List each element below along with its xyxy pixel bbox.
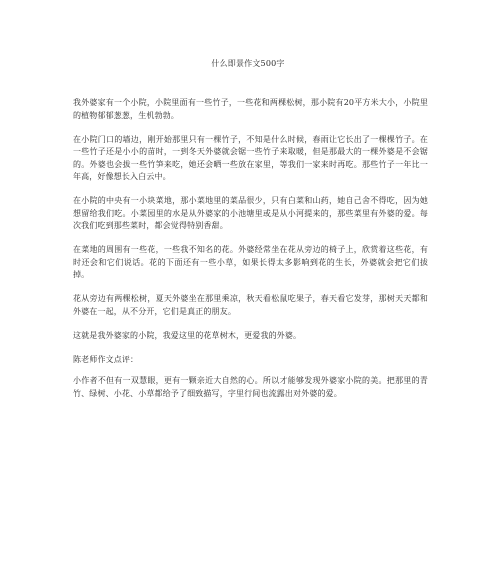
document-title: 什么即景作文500字 <box>211 59 285 68</box>
paragraph-bamboo: 在小院门口的墙边，刚开始那里只有一棵竹子，不知是什么时候，春雨让它长出了一棵棵竹子。在一些竹子还是小小的苗时，一到冬天外婆就会锯一些竹子来取暖，但是那最大的一棵外婆是不会锯的。外婆也会拔一些竹笋来吃，她还会晒一些放在家里，等我们一家来时再吃。那些竹子一年比一年高，好像想长入白云中。 <box>73 134 428 181</box>
paragraph-flowers: 在菜地的周围有一些花，一些我不知名的花。外婆经常坐在花从旁边的椅子上，欣赏着这些花，有时还会和它们说话。花的下面还有一些小草，如果长得太多影响到花的生长，外婆就会把它们拔掉。 <box>73 245 428 279</box>
paragraph-intro: 我外婆家有一个小院，小院里面有一些竹子，一些花和两棵松树，那小院有20平方米大小，小院里的植物郁郁葱葱，生机勃勃。 <box>73 98 428 120</box>
paragraph-vegetable-garden: 在小院的中央有一小块菜地，那小菜地里的菜品很少，只有白菜和山药，她自己舍不得吃，因为她想留给我们吃。小菜园里的水是从外婆家的小池塘里或是从小河提来的，那些菜里有外婆的爱。每次我们吃到那些菜时，都会觉得特别香甜。 <box>73 196 428 230</box>
teacher-comment-heading: 陈老师作文点评： <box>73 354 139 364</box>
paragraph-pine-trees: 花从旁边有两棵松树，夏天外婆坐在那里乘凉，秋天看松鼠吃果子，春天看它发芽，那树天天都和外婆在一起，从不分开，它们是真正的朋友。 <box>73 294 428 316</box>
paragraph-conclusion: 这就是我外婆家的小院，我爱这里的花草树木，更爱我的外婆。 <box>73 330 302 340</box>
document-body <box>73 97 428 412</box>
teacher-comment-text: 小作者不但有一双慧眼，更有一颗亲近大自然的心。所以才能够发现外婆家小院的美。把那里的青竹、绿树、小花、小草都给予了细致描写，字里行间也流露出对外婆的爱。 <box>73 376 428 398</box>
